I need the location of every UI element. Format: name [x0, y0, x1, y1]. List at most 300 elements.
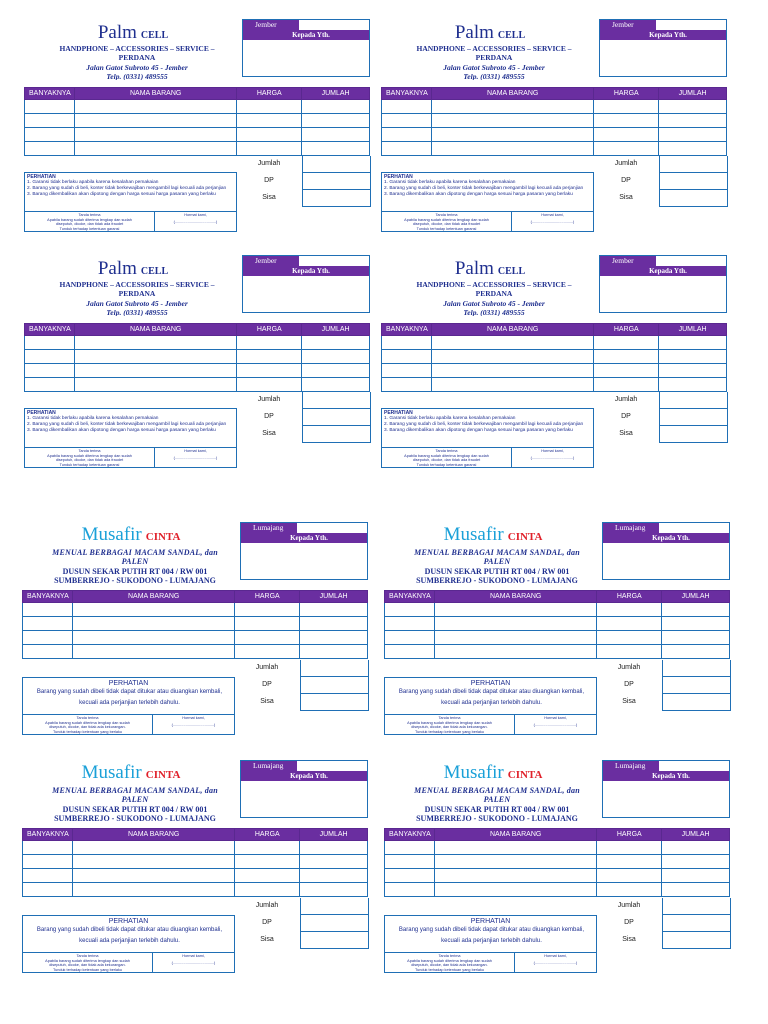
note-3: 3. Barang dikembalikan akan dipotong dengan harga sesuai harga pasaran yang berlaku [27, 428, 216, 433]
customer-box [599, 19, 727, 77]
city-label: Lumajang [603, 761, 659, 771]
phone: Telp. (0331) 489555 [463, 308, 525, 316]
notes-title: PERHATIAN [470, 918, 511, 925]
invoice-musafir-1 [22, 522, 369, 746]
notes-title: PERHATIAN [470, 680, 511, 687]
tanda-terima-label: Tanda terima [76, 716, 99, 720]
city-label: Lumajang [241, 523, 297, 533]
table-row [385, 869, 730, 883]
brand-suffix: CINTA [507, 769, 543, 781]
hormat-label: Hormat kami, [541, 449, 564, 453]
table-row [23, 883, 368, 897]
brand-suffix: CINTA [507, 531, 543, 543]
col-banyaknya: BANYAKNYA [23, 829, 73, 841]
col-banyaknya: BANYAKNYA [385, 591, 435, 603]
items-table [24, 87, 370, 156]
table-row [382, 364, 727, 378]
kepada-label: Kepada Yth. [243, 266, 369, 276]
sisa-field[interactable] [302, 426, 371, 443]
totals [597, 660, 731, 711]
jumlah-label: Jumlah [255, 664, 279, 671]
brand-subtitle [42, 44, 232, 80]
notes-title: PERHATIAN [384, 410, 413, 416]
sign-note-1: Apabila barang sudah diterima lengkap dan sudah [47, 453, 132, 458]
hormat-label: Hormat kami, [544, 954, 567, 958]
table-row [382, 350, 727, 364]
invoice-musafir-4 [384, 760, 731, 984]
note-2: kecuali ada perjanjian terlebih dahulu. [441, 700, 542, 706]
table-row [382, 114, 727, 128]
kepada-label: Kepada Yth. [600, 266, 726, 276]
note-2: kecuali ada perjanjian terlebih dahulu. [79, 938, 180, 944]
brand-suffix: CELL [497, 266, 526, 277]
sisa-field[interactable] [300, 932, 369, 949]
dp-label: DP [262, 681, 272, 688]
sign-note-3: Tunduk terhadap ketentuan garansi [416, 462, 477, 467]
business-line: MENUAL BERBAGAI MACAM SANDAL, dan PALEN [52, 786, 218, 804]
signature-line: (.......................................) [533, 723, 578, 727]
notes-title: PERHATIAN [108, 918, 149, 925]
col-banyaknya: BANYAKNYA [382, 88, 432, 100]
tanda-terima-label: Tanda terima [76, 954, 99, 958]
city-label: Jember [600, 20, 656, 30]
jumlah-field[interactable] [659, 156, 728, 173]
table-row [25, 378, 370, 392]
dp-field[interactable] [302, 173, 371, 190]
sign-note-1: Apabila barang sudah diterima lengkap dan sudah [45, 958, 130, 963]
invoice-palm-1 [24, 19, 371, 243]
sisa-label: Sisa [619, 430, 633, 437]
sign-note-2: diseputuh, dicoke, dan tidak ada kekurangan. [49, 725, 126, 730]
jumlah-field[interactable] [662, 660, 731, 677]
notes-title: PERHATIAN [108, 680, 149, 687]
table-row [385, 855, 730, 869]
customer-box [602, 522, 730, 580]
col-jumlah: JUMLAH [300, 591, 368, 603]
table-row [382, 128, 727, 142]
table-row [23, 617, 368, 631]
kepada-label: Kepada Yth. [603, 533, 729, 543]
col-jumlah: JUMLAH [302, 88, 370, 100]
hormat-label: Hormat kami, [541, 213, 564, 217]
sign-note-3: Tunduk terhadap ketentuan garansi [59, 226, 120, 231]
items-table [384, 590, 730, 659]
city-label: Lumajang [241, 761, 297, 771]
col-banyaknya: BANYAKNYA [385, 829, 435, 841]
kepada-label: Kepada Yth. [243, 30, 369, 40]
hormat-label: Hormat kami, [184, 449, 207, 453]
signature-line: (.......................................) [173, 220, 218, 224]
col-harga: HARGA [597, 591, 662, 603]
note-2: kecuali ada perjanjian terlebih dahulu. [79, 700, 180, 706]
brand-subtitle [399, 280, 589, 316]
signature-line: (.......................................) [171, 961, 216, 965]
notes-box [24, 408, 237, 448]
sign-note-2: diseputuh, dicoke, dan tidak ada kekurangan. [411, 725, 488, 730]
notes-box [22, 915, 235, 953]
sisa-label: Sisa [262, 194, 276, 201]
village: SUMBERREJO - SUKODONO - LUMAJANG [416, 576, 578, 584]
dp-label: DP [264, 413, 274, 420]
brand-suffix: CELL [140, 30, 169, 41]
sisa-label: Sisa [260, 936, 274, 943]
table-row [385, 603, 730, 617]
brand-title [381, 258, 599, 280]
col-harga: HARGA [597, 829, 662, 841]
jumlah-field[interactable] [302, 392, 371, 409]
notes-box [381, 172, 594, 212]
col-harga: HARGA [594, 324, 659, 336]
col-jumlah: JUMLAH [300, 829, 368, 841]
col-jumlah: JUMLAH [659, 324, 727, 336]
village: SUMBERREJO - SUKODONO - LUMAJANG [54, 814, 216, 822]
totals [597, 898, 731, 949]
totals [237, 392, 371, 443]
signature-box [24, 448, 237, 468]
sign-note-1: Apabila barang sudah diterima lengkap dan sudah [45, 720, 130, 725]
dp-label: DP [621, 413, 631, 420]
business-line: HANDPHONE – ACCESSORIES – SERVICE – PERDANA [59, 280, 215, 298]
sign-note-3: Tunduk terhadap ketentuan garansi [59, 462, 120, 467]
dp-field[interactable] [659, 173, 728, 190]
col-banyaknya: BANYAKNYA [25, 324, 75, 336]
brand-subtitle [402, 548, 592, 584]
brand-name: Palm [97, 258, 137, 279]
sisa-label: Sisa [622, 936, 636, 943]
table-row [25, 100, 370, 114]
notes-box [381, 408, 594, 448]
brand-title [381, 22, 599, 44]
address: DUSUN SEKAR PUTIH RT 004 / RW 001 [62, 805, 208, 814]
table-row [23, 631, 368, 645]
invoice-musafir-2 [384, 522, 731, 746]
invoice-palm-3 [24, 255, 371, 479]
hormat-label: Hormat kami, [182, 954, 205, 958]
table-row [23, 603, 368, 617]
brand-title [384, 762, 602, 784]
sign-note-2: diseputuh, dicoke, dan tidak ada kekurangan. [49, 963, 126, 968]
col-nama-barang: NAMA BARANG [72, 829, 234, 841]
note-3: 3. Barang dikembalikan akan dipotong dengan harga sesuai harga pasaran yang berlaku [27, 192, 216, 197]
brand-suffix: CELL [497, 30, 526, 41]
business-line: MENUAL BERBAGAI MACAM SANDAL, dan PALEN [414, 786, 580, 804]
signature-box [22, 715, 235, 735]
note-2: 2. Barang yang sudah di beli, konter tidak berkewajiban mengambil lagi kecuali ada perjanjian [27, 422, 227, 427]
note-3: 3. Barang dikembalikan akan dipotong dengan harga sesuai harga pasaran yang berlaku [384, 428, 573, 433]
items-table [24, 323, 370, 392]
address: Jalan Gatot Subroto 45 - Jember [443, 63, 545, 72]
brand-subtitle [40, 548, 230, 584]
phone: Telp. (0331) 489555 [106, 308, 168, 316]
brand-name: Musafir [81, 762, 142, 783]
table-row [385, 883, 730, 897]
col-nama-barang: NAMA BARANG [431, 324, 593, 336]
jumlah-label: Jumlah [614, 160, 638, 167]
signature-box [384, 953, 597, 973]
tanda-terima-label: Tanda terima [438, 954, 461, 958]
col-banyaknya: BANYAKNYA [25, 88, 75, 100]
totals [235, 898, 369, 949]
jumlah-field[interactable] [659, 392, 728, 409]
table-row [25, 142, 370, 156]
note-2: 2. Barang yang sudah di beli, konter tidak berkewajiban mengambil lagi kecuali ada perjanjian [27, 186, 227, 191]
jumlah-label: Jumlah [257, 160, 281, 167]
village: SUMBERREJO - SUKODONO - LUMAJANG [54, 576, 216, 584]
note-1: 1. Garansi tidak berlaku apabila karena kesalahan pemakaian [27, 416, 159, 421]
col-harga: HARGA [235, 591, 300, 603]
col-nama-barang: NAMA BARANG [431, 88, 593, 100]
hormat-label: Hormat kami, [184, 213, 207, 217]
jumlah-label: Jumlah [257, 396, 281, 403]
customer-box [240, 760, 368, 818]
sign-note-3: Tunduk terhadap ketentuan garansi [416, 226, 477, 231]
invoice-musafir-3 [22, 760, 369, 984]
col-harga: HARGA [237, 324, 302, 336]
col-nama-barang: NAMA BARANG [72, 591, 234, 603]
city-label: Jember [600, 256, 656, 266]
signature-box [381, 212, 594, 232]
signature-line: (.......................................) [530, 456, 575, 460]
table-row [385, 841, 730, 855]
customer-box [599, 255, 727, 313]
kepada-label: Kepada Yth. [241, 533, 367, 543]
sign-note-2: diseputuh, dicoke, dan tidak ada fraudet [412, 458, 481, 463]
kepada-label: Kepada Yth. [603, 771, 729, 781]
notes-box [24, 172, 237, 212]
tanda-terima-label: Tanda terima [438, 716, 461, 720]
sisa-label: Sisa [619, 194, 633, 201]
customer-box [240, 522, 368, 580]
city-label: Jember [243, 20, 299, 30]
note-1: 1. Garansi tidak berlaku apabila karena kesalahan pemakaian [384, 416, 516, 421]
jumlah-field[interactable] [300, 660, 369, 677]
sign-note-1: Apabila barang sudah diterima lengkap dan sudah [47, 217, 132, 222]
brand-suffix: CINTA [145, 531, 181, 543]
table-row [25, 114, 370, 128]
col-nama-barang: NAMA BARANG [434, 829, 596, 841]
note-1: 1. Garansi tidak berlaku apabila karena kesalahan pemakaian [27, 180, 159, 185]
kepada-label: Kepada Yth. [241, 771, 367, 781]
col-nama-barang: NAMA BARANG [74, 324, 236, 336]
col-harga: HARGA [235, 829, 300, 841]
jumlah-label: Jumlah [614, 396, 638, 403]
brand-suffix: CELL [140, 266, 169, 277]
note-2: 2. Barang yang sudah di beli, konter tidak berkewajiban mengambil lagi kecuali ada perjanjian [384, 422, 584, 427]
notes-title: PERHATIAN [27, 174, 56, 180]
sisa-field[interactable] [662, 932, 731, 949]
col-jumlah: JUMLAH [662, 591, 730, 603]
dp-label: DP [262, 919, 272, 926]
sisa-label: Sisa [260, 698, 274, 705]
items-table [381, 87, 727, 156]
tanda-terima-label: Tanda terima [78, 449, 101, 453]
totals [594, 156, 728, 207]
col-banyaknya: BANYAKNYA [23, 591, 73, 603]
sisa-label: Sisa [262, 430, 276, 437]
sisa-field[interactable] [300, 694, 369, 711]
customer-box [602, 760, 730, 818]
notes-title: PERHATIAN [384, 174, 413, 180]
business-line: MENUAL BERBAGAI MACAM SANDAL, dan PALEN [52, 548, 218, 566]
sign-note-2: diseputuh, dicoke, dan tidak ada fraudet [412, 222, 481, 227]
col-jumlah: JUMLAH [302, 324, 370, 336]
brand-name: Musafir [443, 524, 504, 545]
tanda-terima-label: Tanda terima [435, 213, 458, 217]
brand-title [384, 524, 602, 546]
brand-subtitle [42, 280, 232, 316]
signature-box [22, 953, 235, 973]
table-row [23, 855, 368, 869]
totals [594, 392, 728, 443]
dp-field[interactable] [662, 915, 731, 932]
col-jumlah: JUMLAH [659, 88, 727, 100]
brand-subtitle [402, 786, 592, 822]
col-banyaknya: BANYAKNYA [382, 324, 432, 336]
jumlah-label: Jumlah [617, 902, 641, 909]
signature-line: (.......................................) [533, 961, 578, 965]
signature-line: (.......................................) [171, 723, 216, 727]
brand-suffix: CINTA [145, 769, 181, 781]
col-harga: HARGA [594, 88, 659, 100]
dp-label: DP [621, 177, 631, 184]
brand-name: Palm [454, 258, 494, 279]
jumlah-field[interactable] [300, 898, 369, 915]
brand-name: Palm [454, 22, 494, 43]
address: DUSUN SEKAR PUTIH RT 004 / RW 001 [424, 567, 570, 576]
city-label: Jember [243, 256, 299, 266]
dp-field[interactable] [662, 677, 731, 694]
sign-note-1: Apabila barang sudah diterima lengkap dan sudah [404, 217, 489, 222]
address: Jalan Gatot Subroto 45 - Jember [86, 63, 188, 72]
hormat-label: Hormat kami, [182, 716, 205, 720]
city-label: Lumajang [603, 523, 659, 533]
note-3: 3. Barang dikembalikan akan dipotong dengan harga sesuai harga pasaran yang berlaku [384, 192, 573, 197]
sign-note-3: Tunduk terhadap ketentuan yang berlaku [414, 967, 485, 972]
col-harga: HARGA [237, 88, 302, 100]
business-line: HANDPHONE – ACCESSORIES – SERVICE – PERDANA [416, 280, 572, 298]
brand-name: Palm [97, 22, 137, 43]
sisa-field[interactable] [659, 190, 728, 207]
sign-note-2: diseputuh, dicoke, dan tidak ada fraudet [55, 222, 124, 227]
jumlah-label: Jumlah [617, 664, 641, 671]
totals [237, 156, 371, 207]
signature-box [24, 212, 237, 232]
invoice-palm-4 [381, 255, 728, 479]
sign-note-1: Apabila barang sudah diterima lengkap dan sudah [407, 958, 492, 963]
customer-box [242, 19, 370, 77]
notes-box [384, 915, 597, 953]
note-1: 1. Garansi tidak berlaku apabila karena kesalahan pemakaian [384, 180, 516, 185]
hormat-label: Hormat kami, [544, 716, 567, 720]
notes-box [22, 677, 235, 715]
brand-title [24, 258, 242, 280]
table-row [385, 631, 730, 645]
note-1: Barang yang sudah dibeli tidak dapat ditukar atau diuangkan kembali, [36, 689, 223, 695]
col-nama-barang: NAMA BARANG [74, 88, 236, 100]
col-jumlah: JUMLAH [662, 829, 730, 841]
table-row [385, 617, 730, 631]
brand-title [24, 22, 242, 44]
signature-box [381, 448, 594, 468]
sign-note-3: Tunduk terhadap ketentuan yang berlaku [52, 729, 123, 734]
village: SUMBERREJO - SUKODONO - LUMAJANG [416, 814, 578, 822]
customer-box [242, 255, 370, 313]
address: DUSUN SEKAR PUTIH RT 004 / RW 001 [62, 567, 208, 576]
jumlah-label: Jumlah [255, 902, 279, 909]
items-table [22, 590, 368, 659]
items-table [22, 828, 368, 897]
dp-field[interactable] [300, 915, 369, 932]
table-row [382, 336, 727, 350]
brand-subtitle [40, 786, 230, 822]
table-row [23, 645, 368, 659]
note-2: kecuali ada perjanjian terlebih dahulu. [441, 938, 542, 944]
dp-label: DP [624, 681, 634, 688]
sisa-field[interactable] [302, 190, 371, 207]
phone: Telp. (0331) 489555 [106, 72, 168, 80]
brand-title [22, 762, 240, 784]
sisa-field[interactable] [659, 426, 728, 443]
sisa-field[interactable] [662, 694, 731, 711]
sign-note-1: Apabila barang sudah diterima lengkap dan sudah [404, 453, 489, 458]
col-nama-barang: NAMA BARANG [434, 591, 596, 603]
sisa-label: Sisa [622, 698, 636, 705]
note-1: Barang yang sudah dibeli tidak dapat ditukar atau diuangkan kembali, [398, 689, 585, 695]
sign-note-2: diseputuh, dicoke, dan tidak ada kekurangan. [411, 963, 488, 968]
signature-box [384, 715, 597, 735]
invoice-palm-2 [381, 19, 728, 243]
address: Jalan Gatot Subroto 45 - Jember [86, 299, 188, 308]
dp-label: DP [624, 919, 634, 926]
dp-field[interactable] [300, 677, 369, 694]
dp-field[interactable] [302, 409, 371, 426]
dp-field[interactable] [659, 409, 728, 426]
signature-line: (.......................................) [530, 220, 575, 224]
phone: Telp. (0331) 489555 [463, 72, 525, 80]
brand-subtitle [399, 44, 589, 80]
table-row [382, 142, 727, 156]
items-table [384, 828, 730, 897]
address: Jalan Gatot Subroto 45 - Jember [443, 299, 545, 308]
note-2: 2. Barang yang sudah di beli, konter tidak berkewajiban mengambil lagi kecuali ada perjanjian [384, 186, 584, 191]
brand-name: Musafir [81, 524, 142, 545]
jumlah-field[interactable] [302, 156, 371, 173]
table-row [23, 841, 368, 855]
business-line: HANDPHONE – ACCESSORIES – SERVICE – PERDANA [59, 44, 215, 62]
jumlah-field[interactable] [662, 898, 731, 915]
table-row [23, 869, 368, 883]
sign-note-3: Tunduk terhadap ketentuan yang berlaku [414, 729, 485, 734]
kepada-label: Kepada Yth. [600, 30, 726, 40]
tanda-terima-label: Tanda terima [435, 449, 458, 453]
address: DUSUN SEKAR PUTIH RT 004 / RW 001 [424, 805, 570, 814]
table-row [25, 128, 370, 142]
sign-note-1: Apabila barang sudah diterima lengkap dan sudah [407, 720, 492, 725]
brand-name: Musafir [443, 762, 504, 783]
items-table [381, 323, 727, 392]
signature-line: (.......................................) [173, 456, 218, 460]
table-row [382, 378, 727, 392]
table-row [25, 350, 370, 364]
notes-box [384, 677, 597, 715]
table-row [25, 364, 370, 378]
totals [235, 660, 369, 711]
table-row [382, 100, 727, 114]
table-row [25, 336, 370, 350]
notes-title: PERHATIAN [27, 410, 56, 416]
note-1: Barang yang sudah dibeli tidak dapat ditukar atau diuangkan kembali, [398, 927, 585, 933]
business-line: MENUAL BERBAGAI MACAM SANDAL, dan PALEN [414, 548, 580, 566]
